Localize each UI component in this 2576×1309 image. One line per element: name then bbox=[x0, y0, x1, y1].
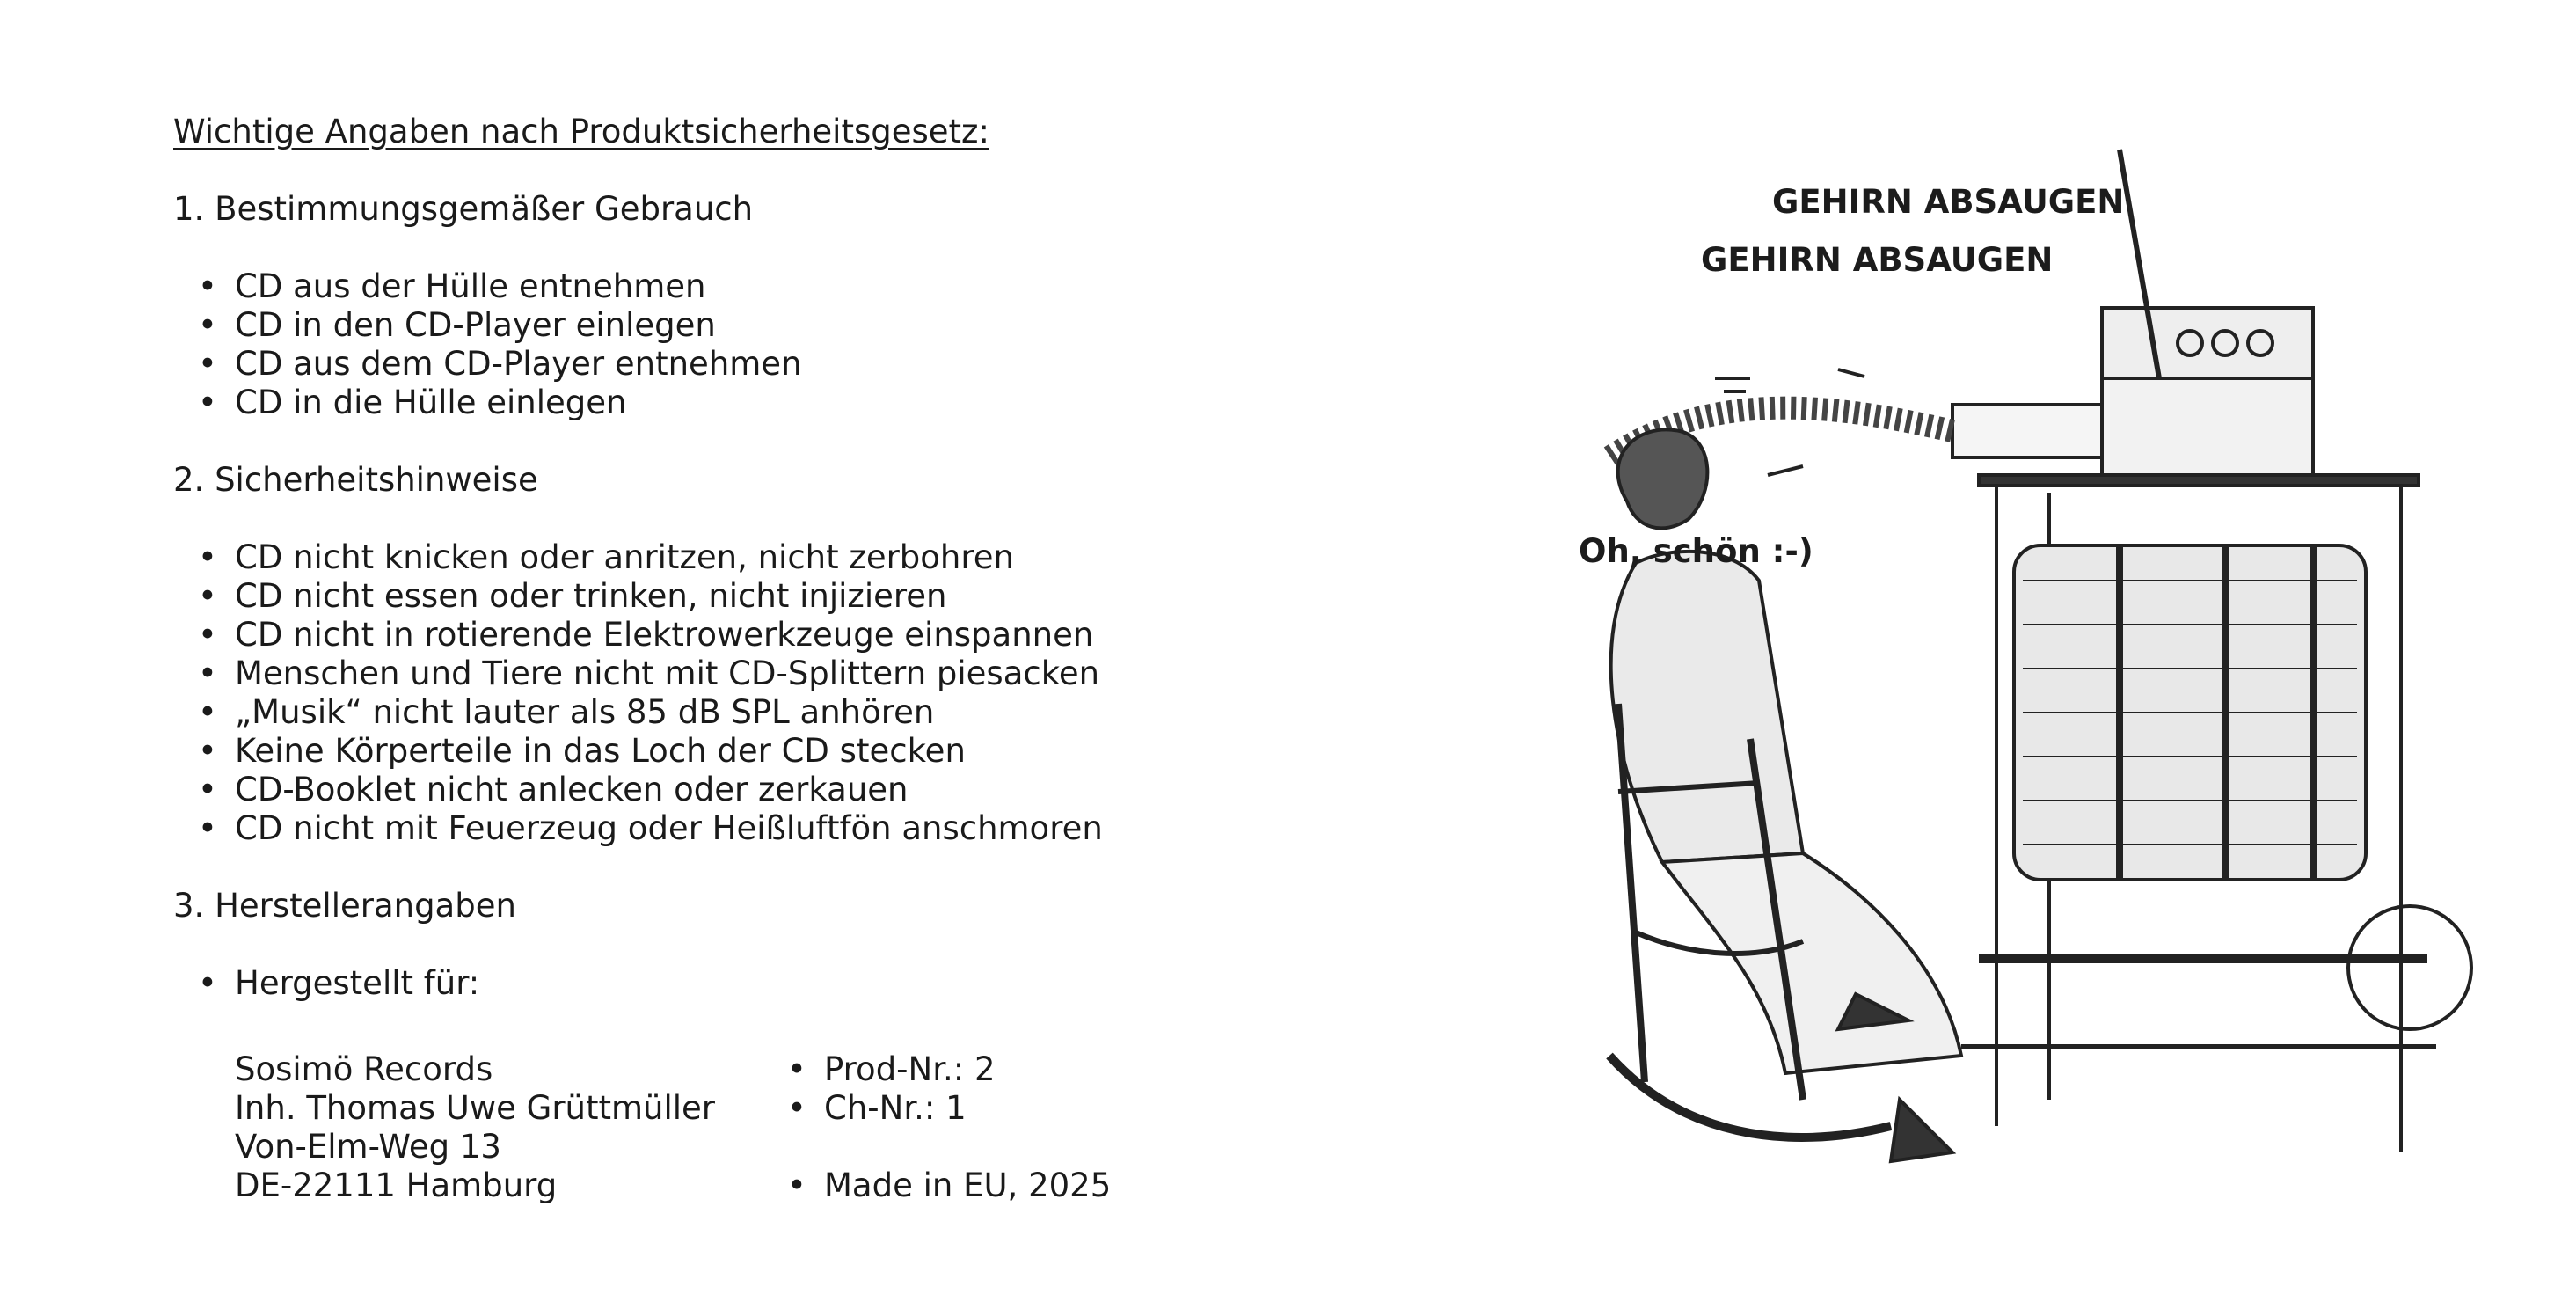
product-number: • Prod-Nr.: 2 bbox=[824, 1050, 996, 1089]
manufacturer-list bbox=[173, 964, 1229, 1003]
origin-line: • Made in EU, 2025 bbox=[824, 1166, 1111, 1205]
list-item: • CD nicht essen oder trinken, nicht injizieren bbox=[235, 577, 1229, 616]
list-item: • Keine Körperteile in das Loch der CD stecken bbox=[235, 732, 1229, 771]
speech-text: Oh, schön :-) bbox=[1579, 532, 1813, 570]
list-item: • CD nicht knicken oder anritzen, nicht zerbohren bbox=[235, 538, 1229, 577]
page-heading: Wichtige Angaben nach Produktsicherheitsgesetz: bbox=[173, 113, 989, 150]
label-brain-suction-1: GEHIRN ABSAUGEN bbox=[1772, 183, 2125, 221]
safety-info-panel bbox=[173, 113, 1229, 1204]
batch-number: • Ch-Nr.: 1 bbox=[824, 1089, 967, 1128]
address-line: Inh. Thomas Uwe Grüttmüller bbox=[235, 1089, 716, 1127]
list-item: • CD nicht mit Feuerzeug oder Heißluftfön anschmoren bbox=[235, 809, 1229, 848]
address-line: Sosimö Records bbox=[235, 1050, 493, 1088]
label-brain-suction-2: GEHIRN ABSAUGEN bbox=[1701, 241, 2054, 279]
list-item: • CD aus dem CD-Player entnehmen bbox=[235, 345, 1229, 384]
list-item: • CD-Booklet nicht anlecken oder zerkauen bbox=[235, 771, 1229, 809]
safety-list bbox=[173, 538, 1229, 848]
list-item: • CD aus der Hülle entnehmen bbox=[235, 267, 1229, 306]
list-item: • CD in die Hülle einlegen bbox=[235, 384, 1229, 422]
section-manufacturer-title: 3. Herstellerangaben bbox=[173, 887, 516, 925]
section-usage-title: 1. Bestimmungsgemäßer Gebrauch bbox=[173, 190, 754, 228]
list-item: • Hergestellt für: bbox=[235, 964, 1229, 1003]
list-item: • Menschen und Tiere nicht mit CD-Splittern piesacken bbox=[235, 654, 1229, 693]
brain-suction-illustration bbox=[1346, 88, 2489, 1249]
section-safety-title: 2. Sicherheitshinweise bbox=[173, 461, 538, 499]
usage-list bbox=[173, 267, 1229, 422]
list-item: • CD nicht in rotierende Elektrowerkzeuge einspannen bbox=[235, 616, 1229, 654]
address-line: DE-22111 Hamburg bbox=[235, 1166, 558, 1204]
address-line: Von-Elm-Weg 13 bbox=[235, 1128, 501, 1166]
list-item: • „Musik“ nicht lauter als 85 dB SPL anhören bbox=[235, 693, 1229, 732]
list-item: • CD in den CD-Player einlegen bbox=[235, 306, 1229, 345]
